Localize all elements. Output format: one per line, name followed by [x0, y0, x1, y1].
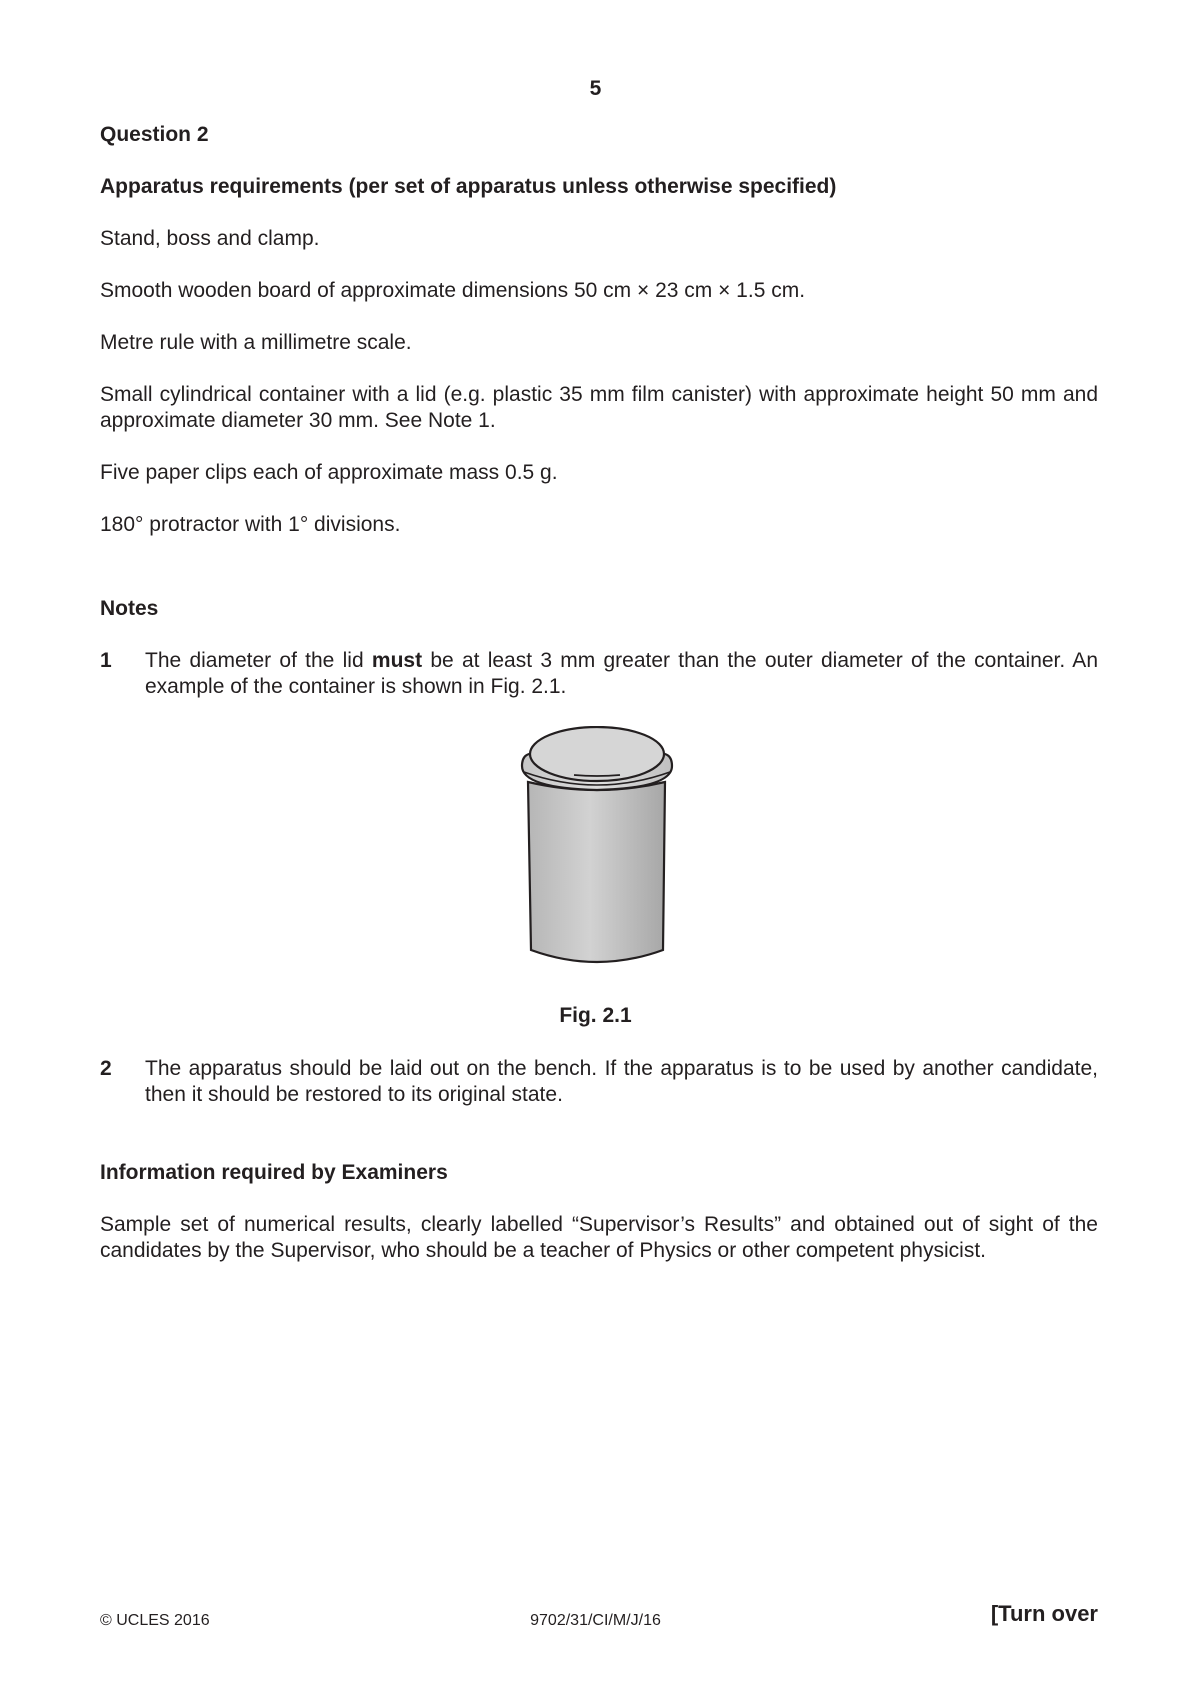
figure-caption: Fig. 2.1 [559, 1004, 632, 1027]
notes-heading: Notes [100, 597, 159, 620]
apparatus-heading: Apparatus requirements (per set of apparatus unless otherwise specified) [100, 175, 837, 198]
question-title: Question 2 [100, 123, 209, 146]
note-emphasis: must [371, 649, 423, 672]
apparatus-item: Metre rule with a millimetre scale. [100, 331, 412, 354]
film-canister-illustration [519, 726, 676, 971]
container-figure [519, 726, 676, 971]
apparatus-item: Stand, boss and clamp. [100, 227, 320, 250]
lid-highlight [574, 775, 620, 776]
page-number: 5 [589, 77, 602, 100]
apparatus-item: Smooth wooden board of approximate dimensions 50 cm × 23 cm × 1.5 cm. [100, 279, 806, 302]
information-heading: Information required by Examiners [100, 1161, 448, 1184]
footer-paper-code: 9702/31/CI/M/J/16 [530, 1612, 661, 1629]
note-number: 2 [100, 1057, 112, 1080]
footer-copyright: © UCLES 2016 [100, 1612, 210, 1629]
apparatus-item: 180° protractor with 1° divisions. [100, 513, 401, 536]
lid-top [530, 727, 664, 781]
information-text: Sample set of numerical results, clearly labelled “Supervisor’s Results” and obtained out of sight of the candidates by the Supervisor, who should be a teacher of Physics or other competent physicist. [100, 1213, 1098, 1262]
apparatus-item: Small cylindrical container with a lid (e.g. plastic 35 mm film canister) with approximate height 50 mm and approximate diameter 30 mm. See Note 1. [100, 383, 1098, 432]
footer-turn-over: [Turn over [990, 1601, 1098, 1626]
note-text [145, 648, 1098, 700]
apparatus-item: Five paper clips each of approximate mass 0.5 g. [100, 461, 558, 484]
container-body [528, 782, 665, 962]
note-number: 1 [100, 649, 112, 672]
note-text: The apparatus should be laid out on the bench. If the apparatus is to be used by another candidate, then it should be restored to its original state. [145, 1057, 1098, 1106]
note-text-part: The diameter of the lid [145, 649, 372, 672]
note-text-part: be at least 3 mm greater than the outer diameter of the container. An example of the container is shown in Fig. 2.1. [145, 649, 1098, 698]
